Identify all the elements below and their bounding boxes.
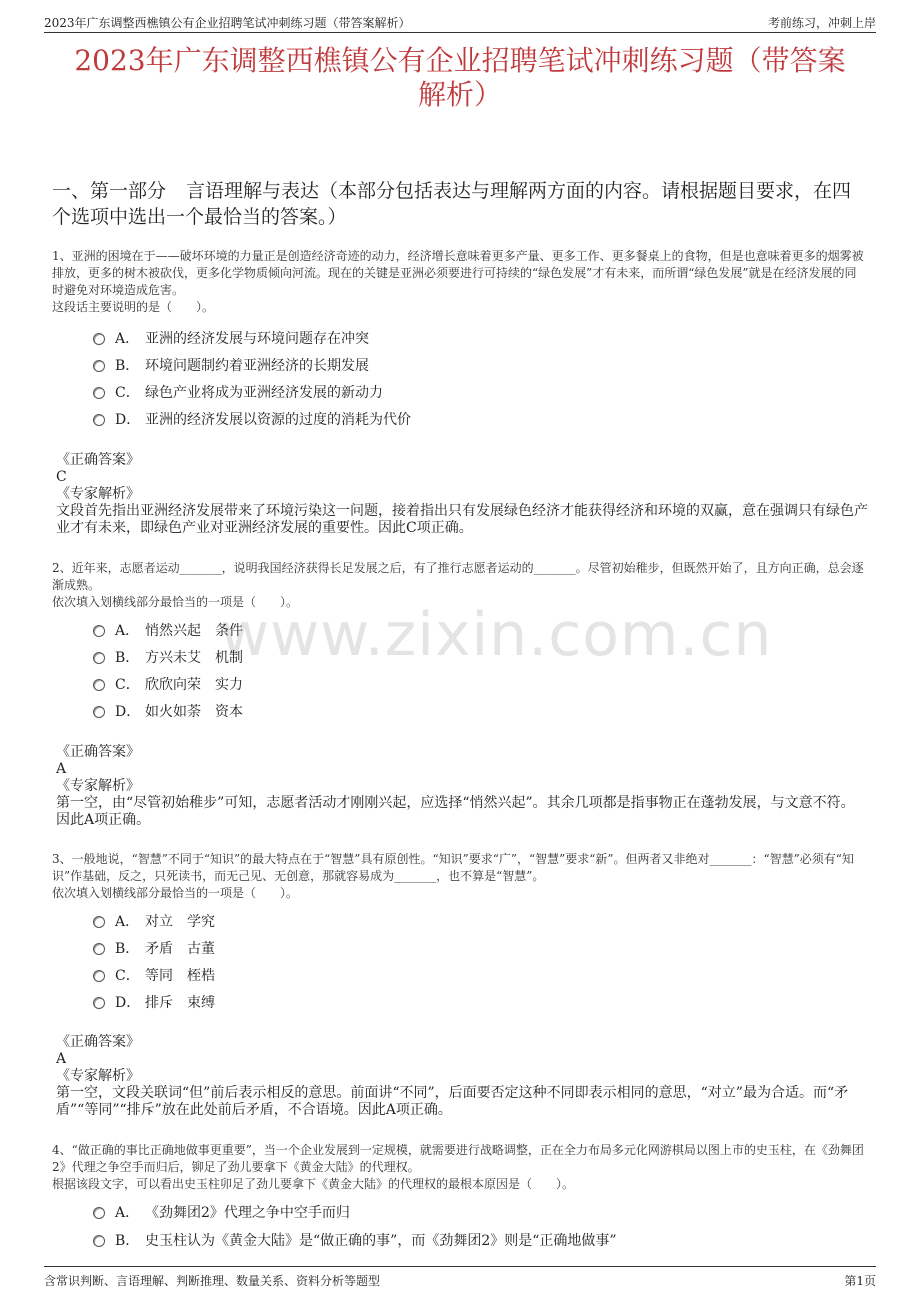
section-text: 言语理解与表达（本部分包括表达与理解两方面的内容。请根据题目要求，在四个选项中选出一个最恰当的答案。） bbox=[52, 180, 852, 228]
answer-label: 《正确答案》 bbox=[56, 452, 140, 468]
page-number: 第1页 bbox=[844, 1274, 876, 1288]
question-1-stem bbox=[52, 248, 868, 316]
radio-icon[interactable] bbox=[93, 1235, 105, 1247]
page-title bbox=[40, 44, 880, 112]
q3-option-c[interactable]: C． 等同 桎梏 bbox=[93, 965, 215, 985]
analysis-label: 《专家解析》 bbox=[56, 778, 140, 794]
question-4-stem bbox=[52, 1142, 868, 1193]
question-stem: 3、一般地说，“智慧”不同于“知识”的最大特点在于“智慧”具有原创性。“知识”要求“广”，“智慧”要求“新”。但两者又非绝对_______：“智慧”必须有“知识”作基础，反之，只死读书，而无己见、无创意，那就容易成为_______，也不算是“智慧”。 bbox=[52, 852, 854, 883]
answer-label: 《正确答案》 bbox=[56, 744, 140, 760]
analysis-text: 文段首先指出亚洲经济发展带来了环境污染这一问题，接着指出只有发展绿色经济才能获得经济和环境的双赢，意在强调只有绿色产业才有未来，即绿色产业对亚洲经济发展的重要性。因此C项正确。 bbox=[56, 503, 868, 536]
q4-option-b[interactable]: B． 史玉柱认为《黄金大陆》是“做正确的事”，而《劲舞团2》则是“正确地做事” bbox=[93, 1230, 617, 1250]
q1-option-b[interactable]: B． 环境问题制约着亚洲经济的长期发展 bbox=[93, 355, 369, 375]
q3-option-a[interactable]: A． 对立 学究 bbox=[93, 911, 215, 931]
section-heading bbox=[52, 178, 868, 230]
page-footer bbox=[44, 1266, 876, 1291]
question-ask: 这段话主要说明的是（ ）。 bbox=[52, 300, 215, 314]
question-ask: 依次填入划横线部分最恰当的一项是（ ）。 bbox=[52, 886, 299, 900]
q3-option-b[interactable]: B． 矛盾 古董 bbox=[93, 938, 215, 958]
q2-option-a[interactable]: A． 悄然兴起 条件 bbox=[93, 620, 243, 640]
radio-icon[interactable] bbox=[93, 916, 105, 928]
q2-option-b[interactable]: B． 方兴未艾 机制 bbox=[93, 647, 243, 667]
q2-option-d[interactable]: D． 如火如荼 资本 bbox=[93, 701, 243, 721]
radio-icon[interactable] bbox=[93, 414, 105, 426]
answer-value: A bbox=[56, 1051, 67, 1067]
radio-icon[interactable] bbox=[93, 970, 105, 982]
page-header bbox=[44, 12, 876, 33]
answer-value: A bbox=[56, 761, 67, 777]
q4-option-a[interactable]: A． 《劲舞团2》代理之争中空手而归 bbox=[93, 1202, 350, 1222]
q2-answer-block bbox=[56, 744, 868, 829]
question-stem: 4、“做正确的事比正确地做事更重要”，当一个企业发展到一定规模，就需要进行战略调整，正在全力布局多元化网游棋局以图上市的史玉柱，在《劲舞团2》代理之争空手而归后，铆足了劲儿要拿下《黄金大陆》的代理权。 bbox=[52, 1143, 864, 1174]
header-slogan: 考前练习，冲刺上岸 bbox=[767, 16, 876, 30]
answer-label: 《正确答案》 bbox=[56, 1034, 140, 1050]
q1-option-d[interactable]: D． 亚洲的经济发展以资源的过度的消耗为代价 bbox=[93, 409, 411, 429]
q1-option-a[interactable]: A． 亚洲的经济发展与环境问题存在冲突 bbox=[93, 328, 369, 348]
q3-option-d[interactable]: D． 排斥 束缚 bbox=[93, 992, 215, 1012]
question-3-stem bbox=[52, 851, 868, 902]
header-doc-title: 2023年广东调整西樵镇公有企业招聘笔试冲刺练习题（带答案解析） bbox=[44, 16, 411, 30]
title-line-1: 2023年广东调整西樵镇公有企业招聘笔试冲刺练习题（带答案 bbox=[74, 44, 846, 77]
radio-icon[interactable] bbox=[93, 1207, 105, 1219]
radio-icon[interactable] bbox=[93, 943, 105, 955]
answer-value: C bbox=[56, 469, 67, 485]
radio-icon[interactable] bbox=[93, 333, 105, 345]
radio-icon[interactable] bbox=[93, 360, 105, 372]
q1-answer-block bbox=[56, 452, 868, 537]
radio-icon[interactable] bbox=[93, 997, 105, 1009]
title-line-2: 解析） bbox=[417, 78, 502, 111]
section-label: 一、第一部分 bbox=[52, 180, 167, 202]
radio-icon[interactable] bbox=[93, 387, 105, 399]
radio-icon[interactable] bbox=[93, 625, 105, 637]
question-stem: 2、近年来，志愿者运动_______，说明我国经济获得长足发展之后，有了推行志愿者运动的_______。尽管初始稚步，但既然开始了，且方向正确，总会逐渐成熟。 bbox=[52, 561, 864, 592]
q3-answer-block bbox=[56, 1034, 868, 1119]
watermark: www.zixin.com.cn bbox=[220, 600, 773, 670]
q1-option-c[interactable]: C． 绿色产业将成为亚洲经济发展的新动力 bbox=[93, 382, 383, 402]
analysis-text: 第一空，文段关联词“但”前后表示相反的意思。前面讲“不同”，后面要否定这种不同即表示相同的意思，“对立”最为合适。而“矛盾”“等同”“排斥”放在此处前后矛盾，不合语境。因此A项正确。 bbox=[56, 1085, 849, 1118]
analysis-label: 《专家解析》 bbox=[56, 486, 140, 502]
question-ask: 根据该段文字，可以看出史玉柱卯足了劲儿要拿下《黄金大陆》的代理权的最根本原因是（ ）。 bbox=[52, 1177, 575, 1191]
radio-icon[interactable] bbox=[93, 652, 105, 664]
analysis-label: 《专家解析》 bbox=[56, 1068, 140, 1084]
q2-option-c[interactable]: C． 欣欣向荣 实力 bbox=[93, 674, 243, 694]
question-stem: 1、亚洲的困境在于——破坏环境的力量正是创造经济奇迹的动力，经济增长意味着更多产量、更多工作、更多餐桌上的食物，但是也意味着更多的烟雾被排放，更多的树木被砍伐，更多化学物质倾向河流。现在的关键是亚洲必须要进行可持续的“绿色发展”才有未来，而所谓“绿色发展”就是在经济发展的同时避免对环境造成危害。 bbox=[52, 249, 864, 297]
analysis-text: 第一空，由“尽管初始稚步”可知，志愿者活动才刚刚兴起，应选择“悄然兴起”。其余几项都是指事物正在蓬勃发展，与文意不符。因此A项正确。 bbox=[56, 795, 855, 828]
question-ask: 依次填入划横线部分最恰当的一项是（ ）。 bbox=[52, 595, 299, 609]
radio-icon[interactable] bbox=[93, 706, 105, 718]
radio-icon[interactable] bbox=[93, 679, 105, 691]
footer-description: 含常识判断、言语理解、判断推理、数量关系、资料分析等题型 bbox=[44, 1274, 381, 1288]
question-2-stem bbox=[52, 560, 868, 611]
